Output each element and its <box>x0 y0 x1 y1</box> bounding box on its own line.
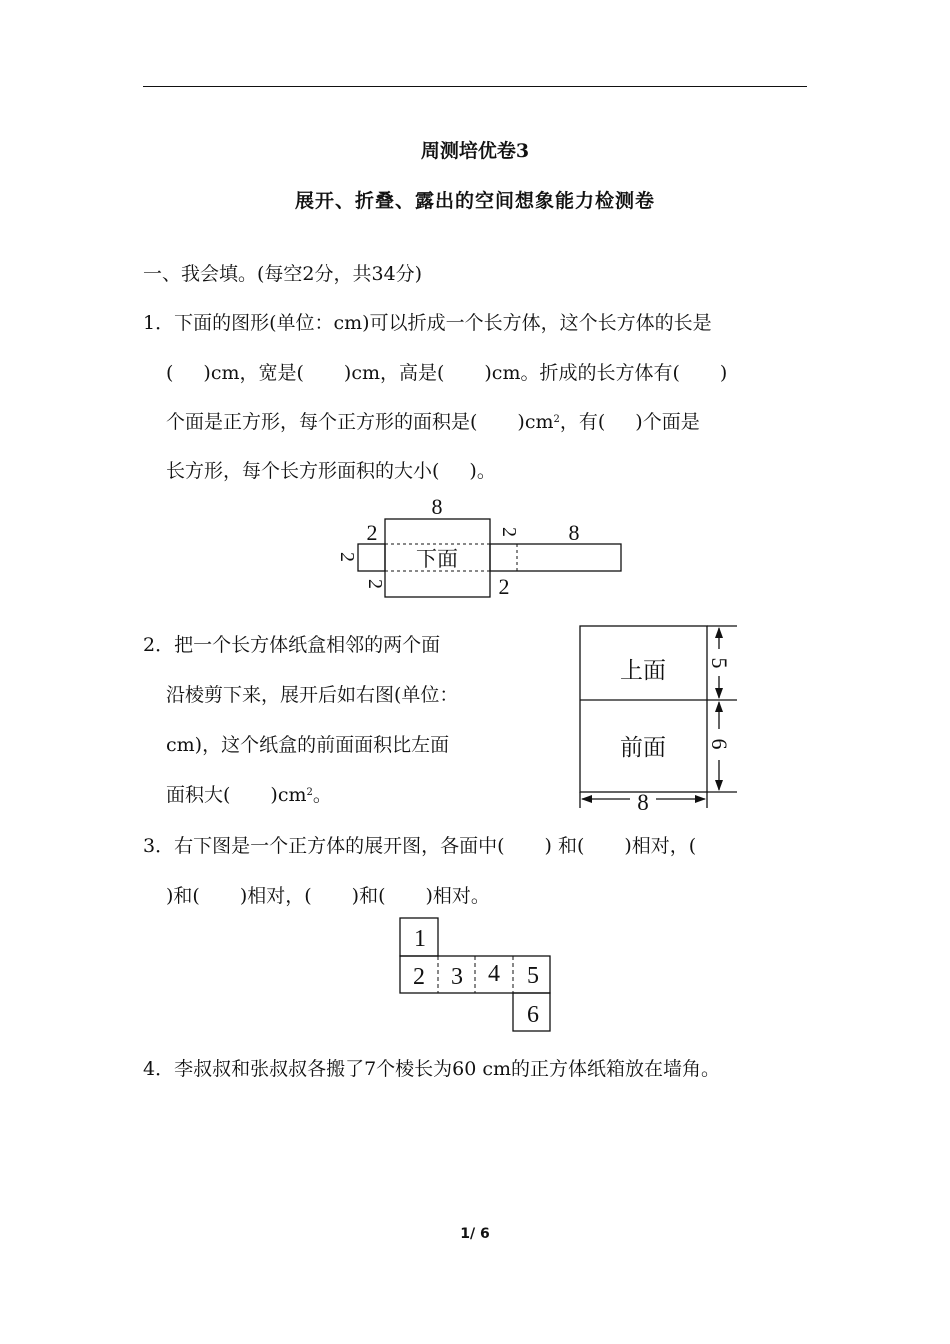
q4-line1: 4．李叔叔和张叔叔各搬了7个棱长为60 cm的正方体纸箱放在墙角。 <box>143 1058 721 1080</box>
q1-line2: ( )cm，宽是( )cm，高是( )cm。折成的长方体有( ) <box>166 362 728 384</box>
q1-label-right-length: 8 <box>568 520 580 545</box>
q1-line4: 长方形，每个长方形面积的大小( )。 <box>166 460 496 482</box>
q3-face-5: 5 <box>527 963 539 989</box>
q2-label-width: 8 <box>637 790 649 815</box>
q3-face-4: 4 <box>488 961 500 987</box>
q1-label-right-width: 2 <box>498 527 520 537</box>
q3-line2: )和( )相对，( )和( )相对。 <box>166 885 490 907</box>
q1-label-lower-height: 2 <box>364 579 386 589</box>
section-heading: 一、我会填。(每空2分，共34分) <box>143 263 423 285</box>
q2-label-bottom-height: 6 <box>707 738 732 750</box>
page-title: 周测培优卷3 <box>420 140 530 162</box>
q2-line1: 2．把一个长方体纸盒相邻的两个面 <box>143 634 441 656</box>
q3-line1: 3．右下图是一个正方体的展开图，各面中( ) 和( )相对，( <box>143 835 697 857</box>
q1-line3: 个面是正方形，每个正方形的面积是( )$cm^2$，有( )个面是 <box>166 411 700 433</box>
q3-face-2: 2 <box>413 964 425 990</box>
q2-label-top: 上面 <box>620 658 666 683</box>
q1-line1: 1．下面的图形(单位：cm)可以折成一个长方体，这个长方体的长是 <box>143 312 712 334</box>
q1-label-side-height: 2 <box>336 552 358 562</box>
q2-line2: 沿棱剪下来，展开后如右图(单位： <box>166 684 459 706</box>
q1-label-bottom-width: 2 <box>498 574 510 599</box>
q1-label-left-width: 2 <box>366 520 378 545</box>
q2-line4: 面积大( )$cm^2$。 <box>166 784 332 806</box>
q2-label-top-height: 5 <box>707 657 732 669</box>
q1-label-top-length: 8 <box>431 494 443 519</box>
page-subtitle: 展开、折叠、露出的空间想象能力检测卷 <box>294 190 655 212</box>
page-number: 1/ 6 <box>460 1226 490 1242</box>
q3-face-6: 6 <box>527 1002 539 1028</box>
q3-face-3: 3 <box>451 964 463 990</box>
q1-label-center: 下面 <box>416 547 458 571</box>
q3-face-1: 1 <box>414 926 426 952</box>
q2-label-front: 前面 <box>620 735 666 760</box>
q2-line3: cm)，这个纸盒的前面面积比左面 <box>166 734 450 756</box>
